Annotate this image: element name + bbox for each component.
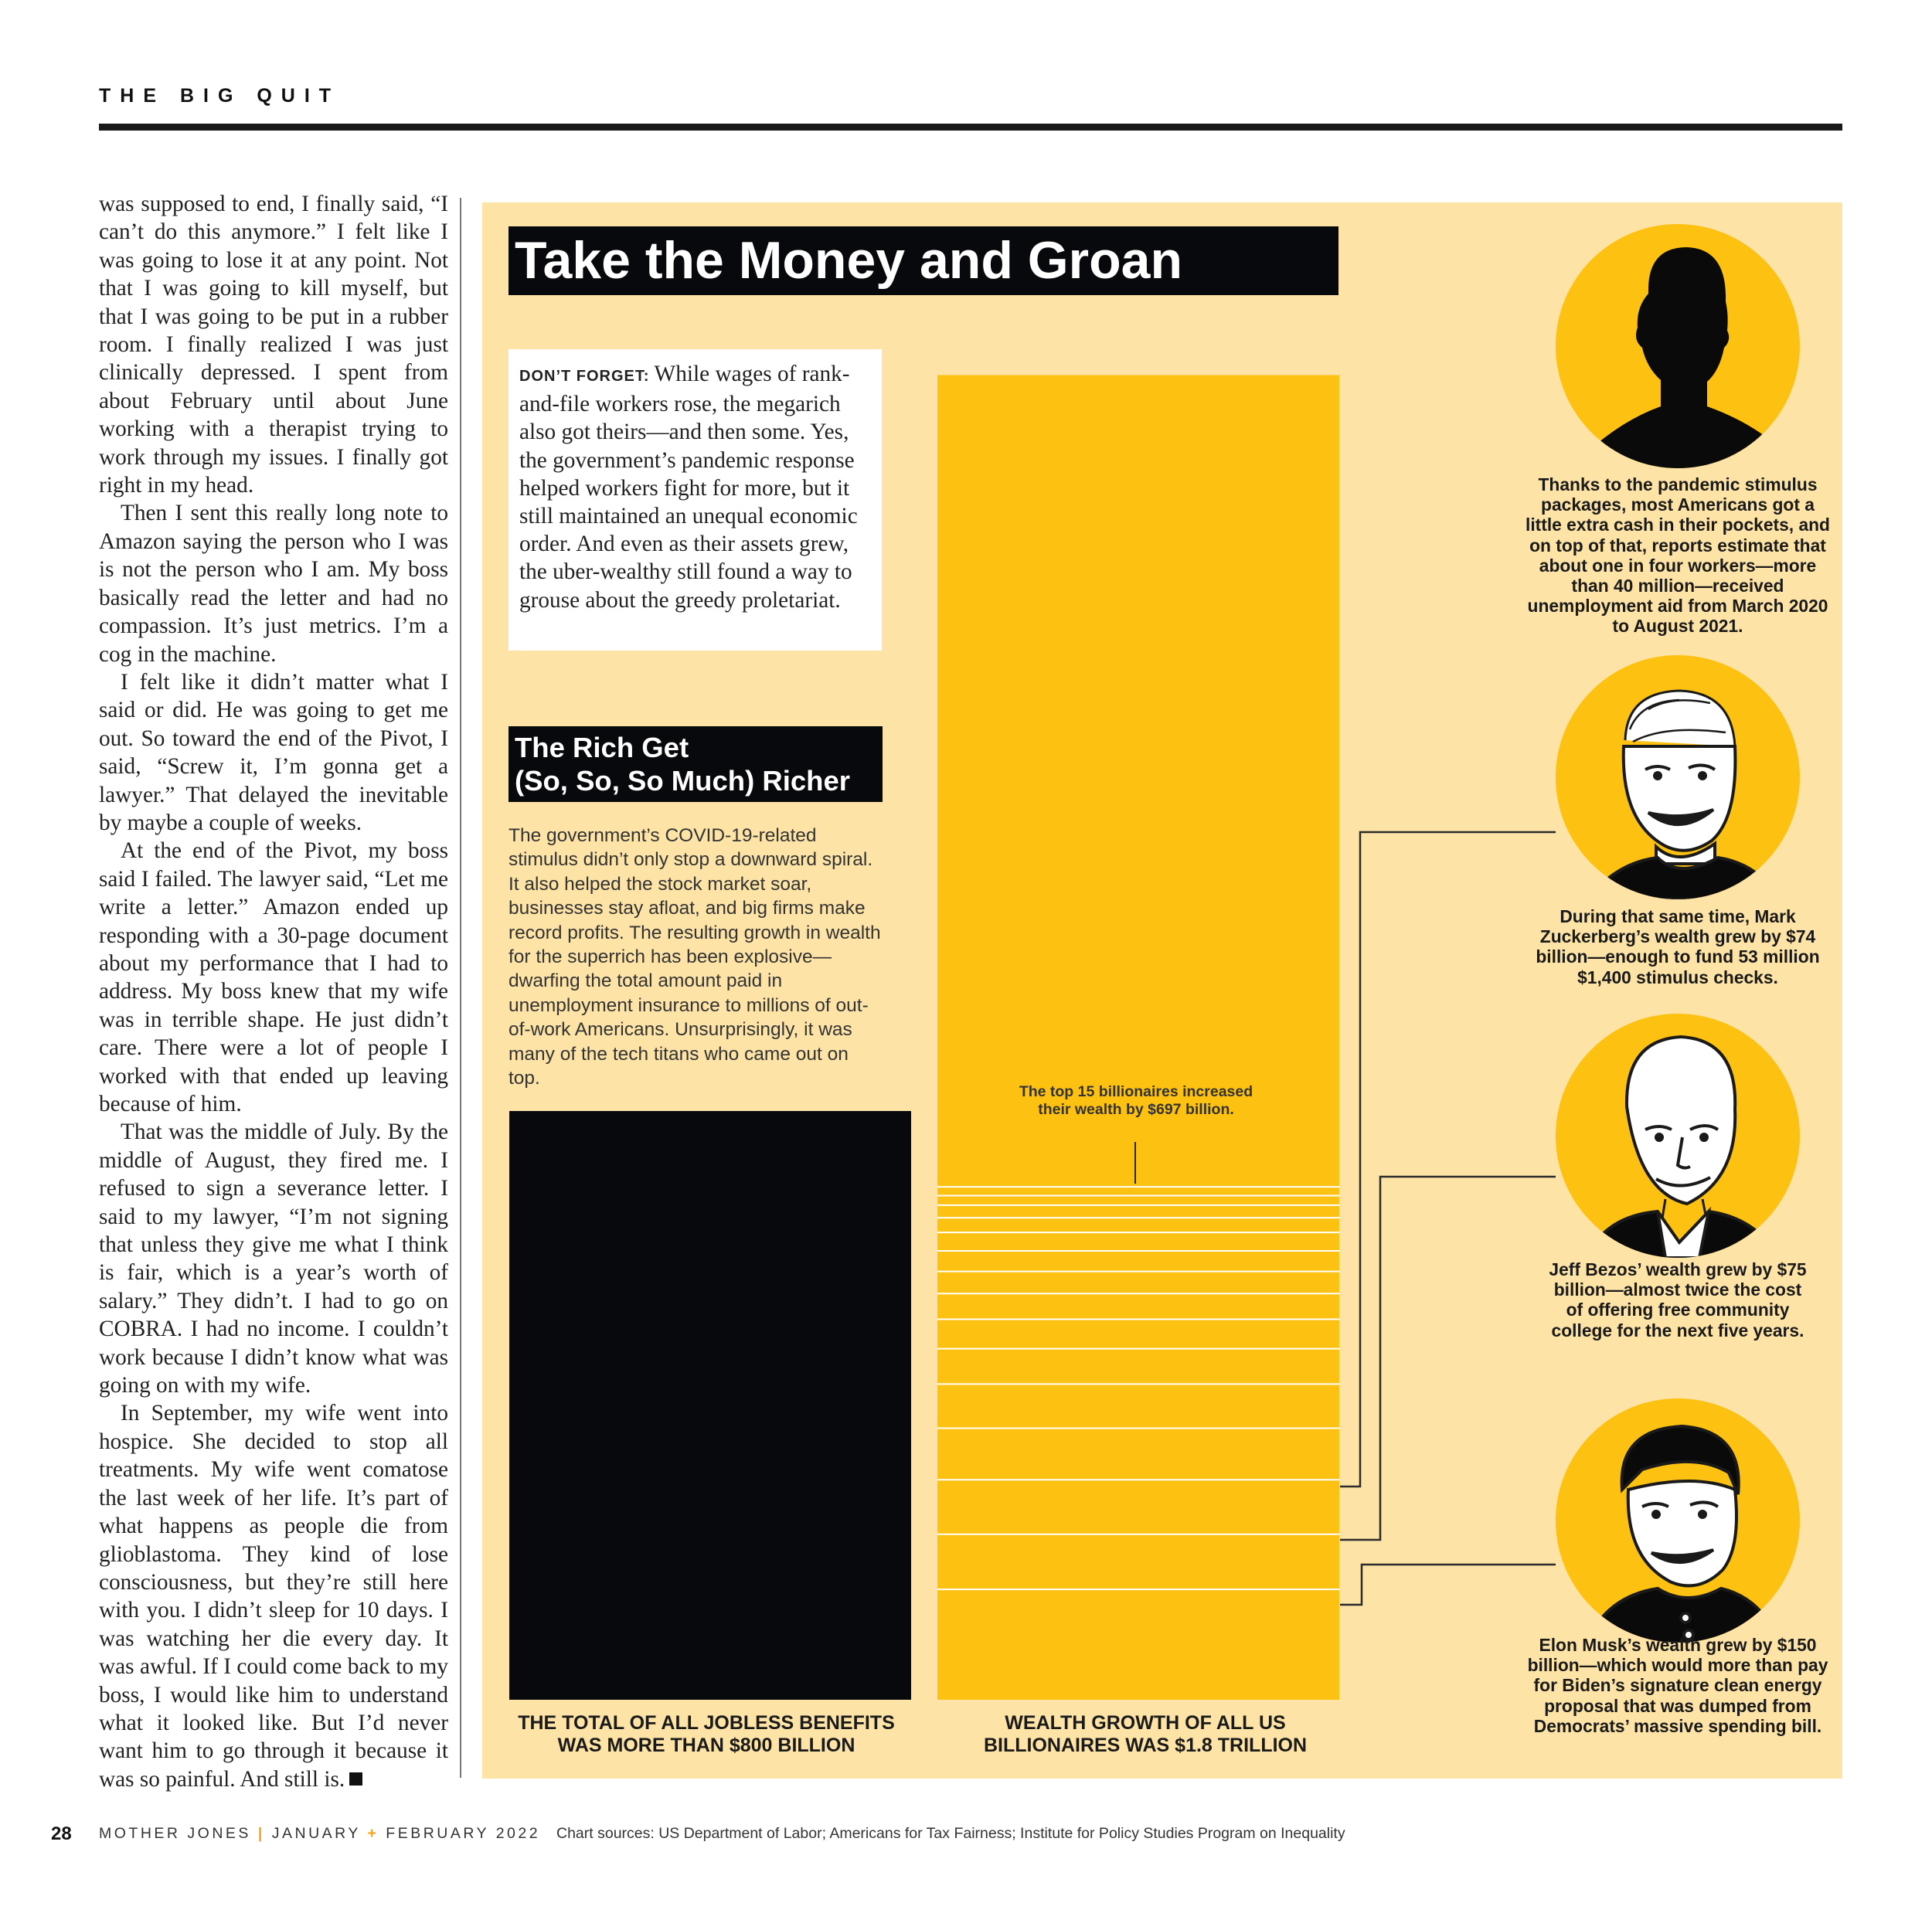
issue-month-2: FEBRUARY 2022: [386, 1825, 541, 1842]
bar-label-jobless: THE TOTAL OF ALL JOBLESS BENEFITS WAS MORE THAN $800 BILLION: [518, 1712, 895, 1756]
chart-sources: Chart sources: US Department of Labor; Americans for Tax Fairness; Institute for Policy Studies Program on Inequality: [556, 1825, 1345, 1842]
connector-line-musk: [1340, 1565, 1556, 1605]
musk-portrait: [1556, 1398, 1800, 1643]
silhouette-head: [1587, 247, 1780, 468]
page-number: 28: [51, 1823, 72, 1844]
footer-divider: |: [257, 1825, 265, 1842]
bar-label-billionaires: WEALTH GROWTH OF ALL US BILLIONAIRES WAS $1.8 TRILLION: [983, 1712, 1308, 1756]
bar-billionaire-wealth: [937, 375, 1339, 1701]
zuckerberg-portrait: [1556, 655, 1800, 899]
bezos-portrait: [1556, 1014, 1800, 1258]
section-label: THE BIG QUIT: [99, 85, 341, 107]
body-paragraph: That was the middle of July. By the middle of August, they fired me. I refused to sign a severance letter. I said to my lawyer, “I’m not signing that unless they give me what I think is fair, which is a year’s worth of salary.” They didn’t. I had to go on COBRA. I had no income. I couldn’t work because I didn’t know what was going on with my wife.: [99, 1120, 448, 1398]
body-paragraph: I felt like it didn’t matter what I said or did. He was going to get me out. So toward the end of the Pivot, I said, “Screw it, I’m gonna get a lawyer.” That delayed the inevitable by maybe a couple of weeks.: [99, 669, 448, 835]
magazine-name: MOTHER JONES: [99, 1825, 251, 1842]
body-paragraph-text: In September, my wife went into hospice. She decided to stop all treatments. My wife went comatose the last week of her life. It’s part of what happens as people die from glioblastoma. They kind of lose consciousness, but they’re still here with you. I didn’t sleep for 10 days. I was watching her die every day. It was awful. If I could come back to my boss, I would like him to understand what it looked like. But I’d never want him to go through it because it was so painful. And still is.: [99, 1401, 448, 1792]
callout-anon: Thanks to the pandemic stimulus packages, most Americans got a little extra cash in their pockets, and on top of that, reports estimate that about one in four workers—more than 40 million—received unemployment aid from March 2020 to August 2021.: [1525, 474, 1830, 637]
body-paragraph: was supposed to end, I finally said, “I can’t do this anymore.” I felt like I was going to lose it at any point. Not that I was going to kill myself, but that I was going to be put in a rubber room. I finally realized I was just clinically depressed. I spent from about February until about June working with a therapist trying to work through my issues. I finally got right in my head.: [99, 192, 448, 498]
subtitle-body-text: The government’s COVID-19-related stimulus didn’t only stop a downward spiral. It also helped the stock market soar, businesses stay afloat, and big firms make record profits. The resulting growth in wealth for the superrich has been explosive—dwarfing the total amount paid in unemployment insurance to millions of out-of-work Americans. Unsurprisingly, it was many of the tech titans who came out on top.: [509, 825, 881, 1089]
silhouette-portrait: [1556, 224, 1800, 468]
bar-jobless-benefits: [509, 1111, 911, 1700]
issue-month-1: JANUARY: [271, 1825, 361, 1842]
subtitle-line-2: (So, So, So Much) Richer: [515, 765, 850, 797]
chart-bars: [509, 375, 1339, 1701]
dont-forget-text: While wages of rank-and-file workers rose, the megarich also got theirs—and then some. Yes, the government’s pandemic response helped workers fight for more, but it still maintained an unequal economic order. And even as their assets grew, the uber-wealthy still found a way to grouse about the greedy proletariat.: [519, 362, 858, 613]
callout-zuckerberg: During that same time, Mark Zuckerberg’s wealth grew by $74 billion—enough to fund 53 million $1,400 stimulus checks.: [1536, 906, 1820, 987]
footer-magazine-line: [99, 1825, 540, 1843]
connector-line-bezos: [1340, 1177, 1556, 1540]
callout-musk: Elon Musk’s wealth grew by $150 billion—which would more than pay for Biden’s signature clean energy proposal that was dumped from Democrats’ massive spending bill.: [1527, 1635, 1828, 1736]
infographic-title: Take the Money and Groan: [509, 226, 1338, 295]
dont-forget-kicker: DON’T FORGET:: [519, 368, 650, 385]
top15-annotation: The top 15 billionaires increased their wealth by $697 billion.: [1019, 1083, 1253, 1118]
callout-bezos: Jeff Bezos’ wealth grew by $75 billion—almost twice the cost of offering free community college for the next five years.: [1549, 1259, 1807, 1340]
footer-plus: +: [367, 1825, 379, 1842]
subtitle-line-1: The Rich Get: [515, 732, 689, 763]
body-paragraph: Then I sent this really long note to Amazon saying the person who I was is not the person who I am. My boss basically read the letter and had no compassion. It’s just metrics. I’m a cog in the machine.: [99, 501, 448, 667]
body-paragraph: At the end of the Pivot, my boss said I failed. The lawyer said, “Let me write a letter.” Amazon ended up responding with a 30-page document about my performance that I had to address. My boss knew that my wife was in terrible shape. He just didn’t care. There were a lot of people I worked with that ended up leaving because of him.: [99, 838, 448, 1116]
